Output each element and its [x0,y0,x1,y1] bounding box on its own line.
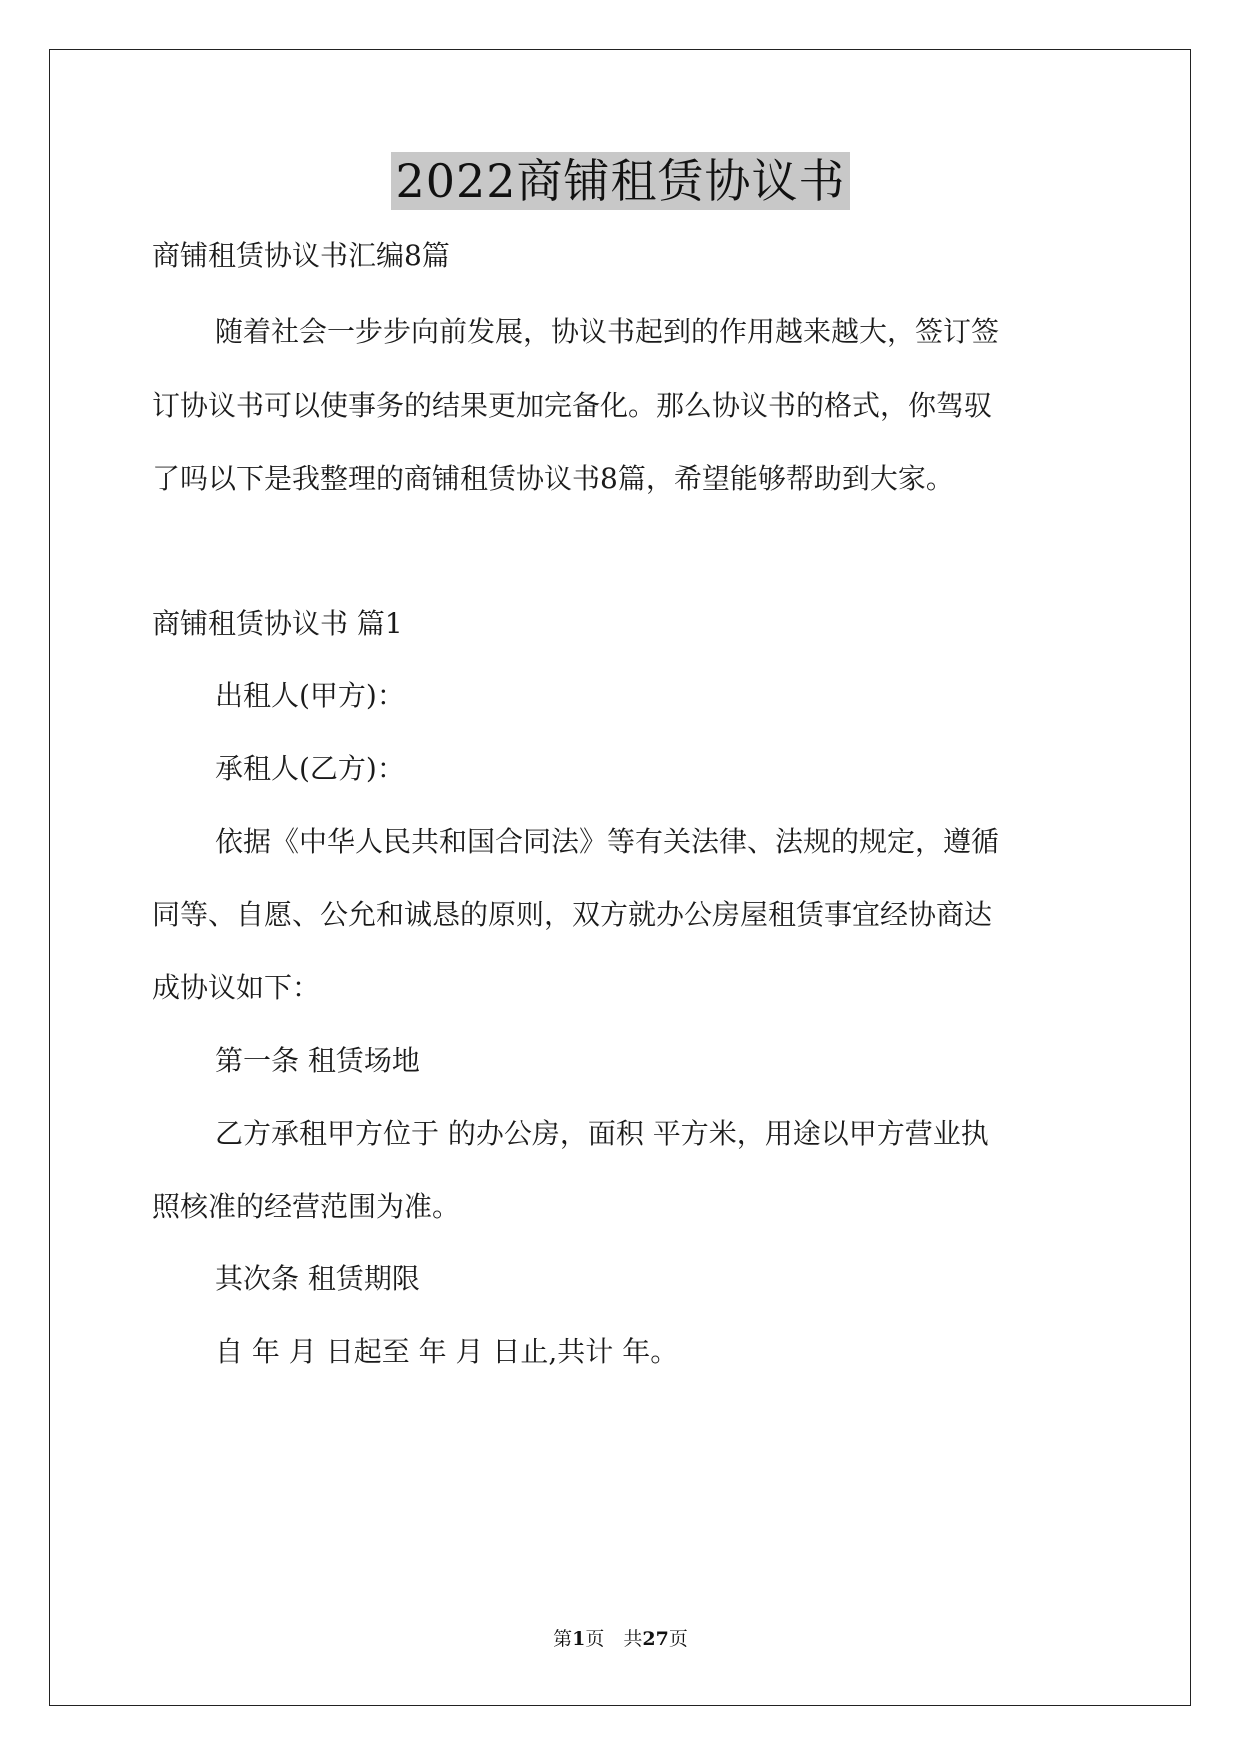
article-2-heading: 其次条 租赁期限 [215,1262,420,1295]
section-heading: 商铺租赁协议书 篇1 [152,607,403,640]
article-1-heading: 第一条 租赁场地 [215,1044,420,1077]
intro-line-3: 了吗以下是我整理的商铺租赁协议书8篇，希望能够帮助到大家。 [152,462,954,495]
footer-mid: 页 共 [585,1628,643,1650]
footer-total-pages: 27 [642,1628,669,1650]
preamble-line-3: 成协议如下： [152,971,321,1004]
page-border [49,49,1191,1706]
title-wrap [0,152,1241,210]
intro-line-2: 订协议书可以使事务的结果更加完备化。那么协议书的格式，你驾驭 [152,389,993,422]
preamble-line-1: 依据《中华人民共和国合同法》等有关法律、法规的规定，遵循 [215,825,1000,858]
article-2-line-1: 自 年 月 日起至 年 月 日止,共计 年。 [215,1335,679,1368]
article-1-line-1: 乙方承租甲方位于 的办公房，面积 平方米，用途以甲方营业执 [215,1117,989,1150]
lessee-line: 承租人(乙方)： [215,752,405,785]
collection-heading: 商铺租赁协议书汇编8篇 [152,239,450,272]
article-1-line-2: 照核准的经营范围为准。 [152,1190,461,1223]
preamble-line-2: 同等、自愿、公允和诚恳的原则，双方就办公房屋租赁事宜经协商达 [152,898,993,931]
intro-line-1: 随着社会一步步向前发展，协议书起到的作用越来越大，签订签 [215,315,1000,348]
page-footer [0,1626,1241,1652]
footer-suffix: 页 [668,1628,688,1650]
footer-page-number: 1 [572,1628,586,1650]
lessor-line: 出租人(甲方)： [215,679,405,712]
footer-prefix: 第 [553,1628,573,1650]
document-title: 2022商铺租赁协议书 [391,152,849,210]
